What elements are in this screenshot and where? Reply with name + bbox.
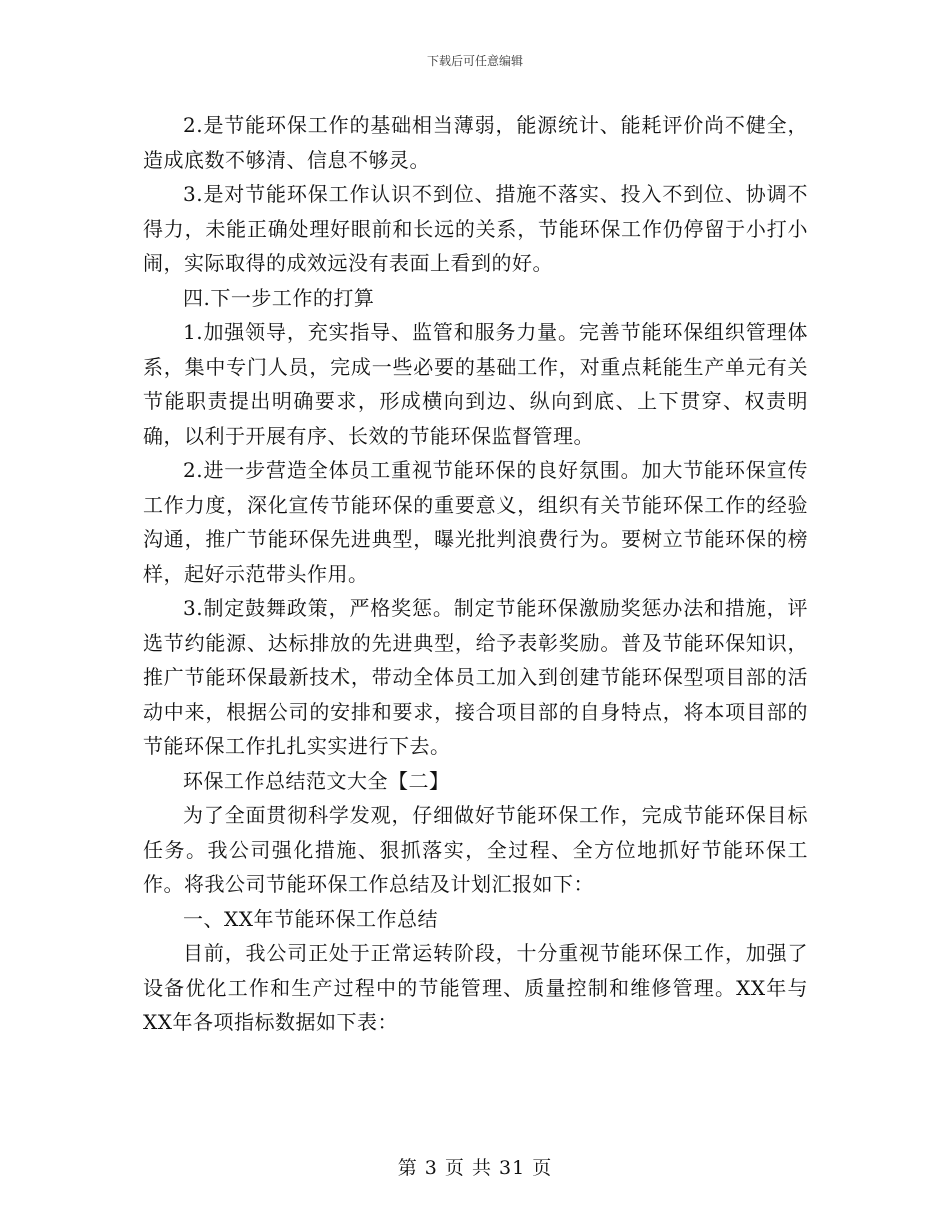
section-heading: 一、XX年节能环保工作总结 (183, 906, 438, 931)
paragraph: 3.是对节能环保工作认识不到位、措施不落实、投入不到位、协调不得力，未能正确处理好眼前和长远的关系，节能环保工作仍停留于小打小闹，实际取得的成效远没有表面上看到的好。 (143, 182, 808, 275)
document-body (143, 108, 808, 1040)
section-heading: 四.下一步工作的打算 (183, 285, 375, 310)
paragraph: 2.进一步营造全体员工重视节能环保的良好氛围。加大节能环保宣传工作力度，深化宣传节能环保的重要意义，组织有关节能环保工作的经验沟通，推广节能环保先进典型，曝光批判浪费行为。要树立节能环保的榜样，起好示范带头作用。 (143, 458, 808, 586)
paragraph: 为了全面贯彻科学发观，仔细做好节能环保工作，完成节能环保目标任务。我公司强化措施、狠抓落实，全过程、全方位地抓好节能环保工作。将我公司节能环保工作总结及计划汇报如下： (143, 803, 808, 896)
paragraph: 目前，我公司正处于正常运转阶段，十分重视节能环保工作，加强了设备优化工作和生产过程中的节能管理、质量控制和维修管理。XX年与XX年各项指标数据如下表： (143, 941, 808, 1034)
paragraph: 3.制定鼓舞政策，严格奖惩。制定节能环保激励奖惩办法和措施，评选节约能源、达标排放的先进典型，给予表彰奖励。普及节能环保知识，推广节能环保最新技术，带动全体员工加入到创建节能环保型项目部的活动中来，根据公司的安排和要求，接合项目部的自身特点，将本项目部的节能环保工作扎扎实实进行下去。 (143, 596, 808, 758)
page-header-note: 下载后可任意编辑 (426, 54, 523, 68)
page-number: 第 3 页 共 31 页 (397, 1157, 553, 1179)
article-title: 环保工作总结范文大全【二】 (183, 768, 450, 793)
paragraph: 1.加强领导，充实指导、监管和服务力量。完善节能环保组织管理体系，集中专门人员，完成一些必要的基础工作，对重点耗能生产单元有关节能职责提出明确要求，形成横向到边、纵向到底、上下贯穿、权责明确，以利于开展有序、长效的节能环保监督管理。 (143, 320, 808, 448)
paragraph: 2.是节能环保工作的基础相当薄弱，能源统计、能耗评价尚不健全，造成底数不够清、信息不够灵。 (143, 113, 808, 172)
